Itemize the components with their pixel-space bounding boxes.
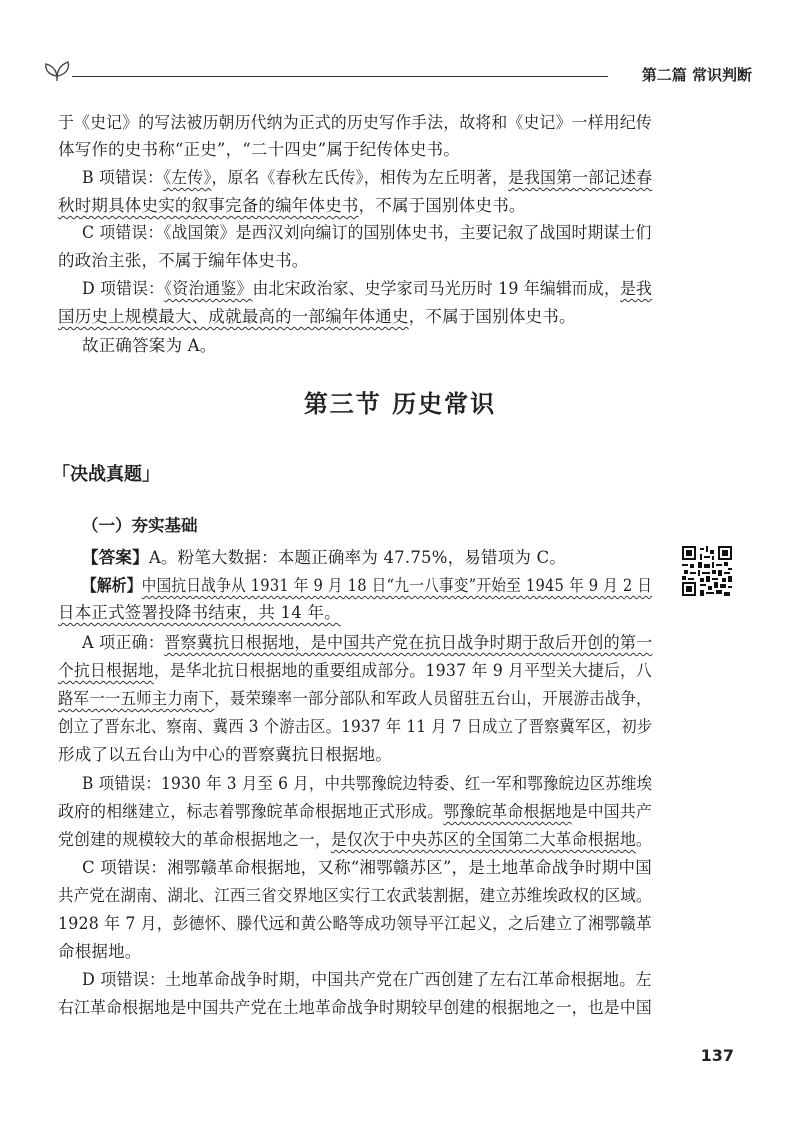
option-a-line-1: A 项正确：晋察冀抗日根据地，是中国共产党在抗日战争时期于敌后开创的第一 — [82, 633, 653, 652]
header-title: 第二篇 常识判断 — [641, 66, 752, 84]
option-a-line-3: 路军一一五师主力南下，聂荣臻率一部分部队和军政人员留驻五台山，开展游击战争， — [58, 689, 652, 708]
text-line-5: C 项错误：《战国策》是西汉刘向编订的国别体史书，主要记叙了战国时期谋士们 — [82, 223, 652, 242]
text-line-7: D 项错误：《资治通鉴》由北宋政治家、史学家司马光历时 19 年编辑而成，是我 — [82, 279, 653, 298]
qr-code-icon[interactable] — [682, 546, 732, 596]
text-line-4: 秋时期具体史实的叙事完备的编年体史书，不属于国别体史书。 — [58, 196, 526, 215]
option-b-line-2: 政府的相继建立，标志着鄂豫皖革命根据地正式形成。鄂豫皖革命根据地是中国共产 — [58, 802, 652, 821]
text-line-6: 的政治主张，不属于编年体史书。 — [58, 251, 309, 270]
sub-title: （一）夯实基础 — [82, 516, 198, 535]
section-title: 第三节 历史常识 — [303, 390, 497, 418]
text-line-3: B 项错误：《左传》，原名《春秋左氏传》，相传为左丘明著，是我国第一部记述春 — [82, 168, 653, 187]
option-c-line-1: C 项错误：湘鄂赣革命根据地，又称“湘鄂赣苏区”，是土地革命战争时期中国 — [82, 858, 652, 877]
sprout-icon — [40, 56, 74, 82]
callout-heading: 「决战真题」 — [52, 464, 160, 485]
analysis-line-2: 日本正式签署投降书结束，共 14 年。 — [58, 603, 341, 622]
text-line-1: 于《史记》的写法被历朝历代纳为正式的历史写作手法，故将和《史记》一样用纪传 — [58, 113, 652, 132]
option-a-line-2: 个抗日根据地，是华北抗日根据地的重要组成部分。1937 年 9 月平型关大捷后，八 — [58, 661, 652, 680]
option-c-line-2: 共产党在湖南、湖北、江西三省交界地区实行工农武装割据，建立苏维埃政权的区域。 — [58, 886, 652, 905]
option-d-line-2: 右江革命根据地是中国共产党在土地革命战争时期较早创建的根据地之一，也是中国 — [58, 998, 652, 1017]
analysis-line-1: 【解析】中国抗日战争从 1931 年 9 月 18 日“九一八事变”开始至 1945 年 9 月 2 日 — [82, 576, 653, 595]
text-line-8: 国历史上规模最大、成就最高的一部编年体通史，不属于国别体史书。 — [58, 307, 576, 326]
option-a-line-5: 形成了以五台山为中心的晋察冀抗日根据地。 — [58, 745, 392, 764]
header-rule — [72, 76, 608, 77]
page-number: 137 — [700, 1046, 734, 1065]
text-line-2: 体写作的史书称“正史”，“二十四史”属于纪传体史书。 — [58, 140, 460, 159]
option-d-line-1: D 项错误：土地革命战争时期，中国共产党在广西创建了左右江革命根据地。左 — [82, 970, 652, 989]
option-b-line-3: 党创建的规模较大的革命根据地之一，是仅次于中央苏区的全国第二大革命根据地。 — [58, 830, 652, 849]
answer-line: 【答案】A。粉笔大数据：本题正确率为 47.75%，易错项为 C。 — [82, 548, 567, 567]
option-c-line-3: 1928 年 7 月，彭德怀、滕代远和黄公略等成功领导平江起义，之后建立了湘鄂赣革 — [58, 914, 652, 933]
option-a-line-4: 创立了晋东北、察南、冀西 3 个游击区。1937 年 11 月 7 日成立了晋察冀军区，初步 — [58, 717, 653, 736]
option-c-line-4: 命根据地。 — [58, 942, 142, 961]
text-line-9: 故正确答案为 A。 — [82, 336, 217, 355]
option-b-line-1: B 项错误：1930 年 3 月至 6 月，中共鄂豫皖边特委、红一军和鄂豫皖边区苏维埃 — [82, 774, 653, 793]
